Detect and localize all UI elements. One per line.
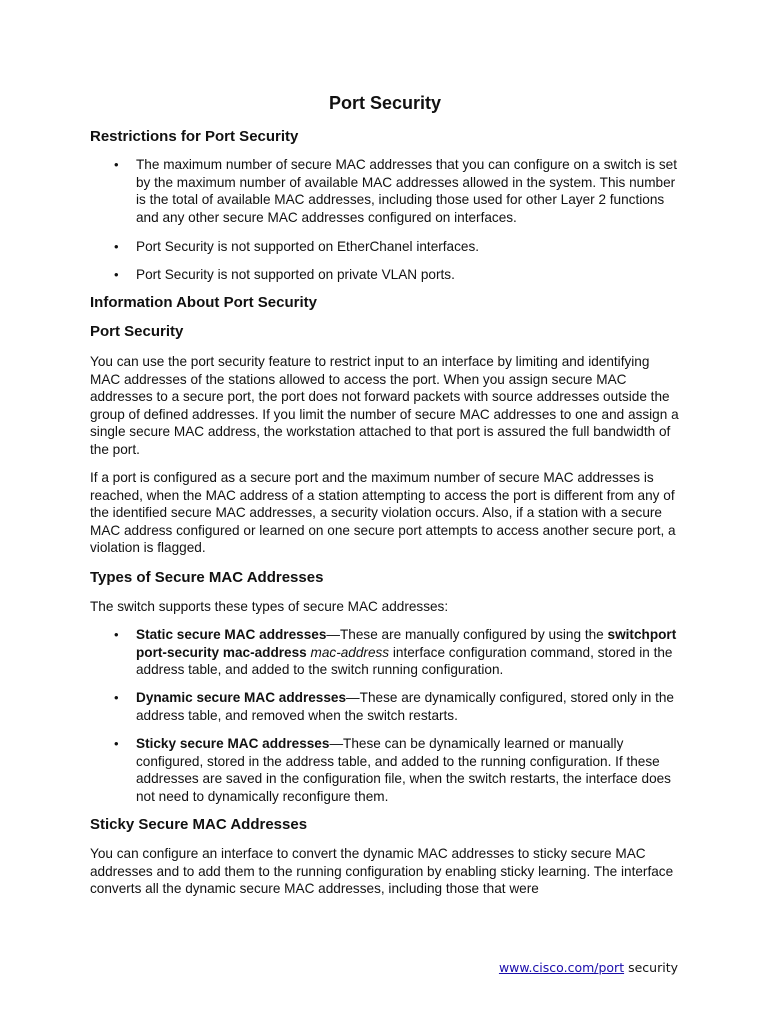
bullet-icon: • — [114, 627, 119, 642]
list-item-text: Port Security is not supported on EtherChanel interfaces. — [136, 239, 480, 254]
text: —These are manually configured by using the — [326, 627, 608, 642]
term: Sticky secure MAC addresses — [136, 736, 330, 751]
footer-suffix: security — [624, 960, 678, 975]
footer — [499, 960, 678, 975]
bullet-icon: • — [114, 239, 119, 254]
bullet-icon: • — [114, 736, 119, 751]
port-security-heading: Port Security — [90, 323, 184, 340]
information-heading: Information About Port Security — [90, 294, 317, 311]
bullet-icon: • — [114, 690, 119, 705]
restrictions-heading: Restrictions for Port Security — [90, 128, 299, 145]
paragraph: You can configure an interface to convert the dynamic MAC addresses to sticky secure MAC addresses and to add them to the running configuration by enabling sticky learning. The interface converts all the dynamic secure MAC addresses, including those that were — [90, 846, 674, 896]
page-title: Port Security — [328, 93, 442, 113]
argument: mac-address — [310, 644, 390, 660]
command: switchport port-security mac-address — [136, 627, 677, 660]
types-intro: The switch supports these types of secure MAC addresses: — [90, 599, 449, 614]
types-heading: Types of Secure MAC Addresses — [90, 569, 324, 586]
text: interface configuration command, stored in the address table, and added to the switch running configuration. — [136, 644, 673, 677]
list-item-text — [136, 735, 680, 805]
bullet-icon: • — [114, 267, 119, 282]
term: Static secure MAC addresses — [136, 627, 327, 642]
sticky-heading: Sticky Secure MAC Addresses — [90, 816, 308, 833]
term: Dynamic secure MAC addresses — [136, 690, 347, 705]
list-item-text: The maximum number of secure MAC addresses that you can configure on a switch is set by the maximum number of available MAC addresses allowed in the system. This number is the total of available MAC addresses, including those used for other Layer 2 functions and any other secure MAC addresses configured on interfaces. — [136, 157, 677, 225]
list-item-text: Port Security is not supported on private VLAN ports. — [136, 267, 455, 282]
paragraph: You can use the port security feature to restrict input to an interface by limiting and identifying MAC addresses of the stations allowed to access the port. When you assign secure MAC addresses to a secure port, the port does not forward packets with source addresses outside the group of defined addresses. If you limit the number of secure MAC addresses to one and assign a single secure MAC address, the workstation attached to that port is assured the full bandwidth of the port. — [90, 354, 679, 457]
bullet-icon: • — [114, 157, 119, 172]
footer-link[interactable]: www.cisco.com/port — [498, 960, 625, 975]
paragraph: If a port is configured as a secure port and the maximum number of secure MAC addresses is reached, when the MAC address of a station attempting to access the port is different from any of the identified secure MAC addresses, a security violation occurs. Also, if a station with a secure MAC address configured or learned on one secure port attempts to access another secure port, a violation is flagged. — [90, 470, 676, 555]
list-item-text — [136, 626, 680, 679]
text: —These can be dynamically learned or manually configured, stored in the address table, and added to the running configuration. If these addresses are saved in the configuration file, when the switch restarts, the interface does not need to dynamically reconfigure them. — [136, 736, 671, 804]
list-item-text — [136, 689, 680, 724]
text: —These are dynamically configured, stored only in the address table, and removed when the switch restarts. — [136, 690, 674, 723]
